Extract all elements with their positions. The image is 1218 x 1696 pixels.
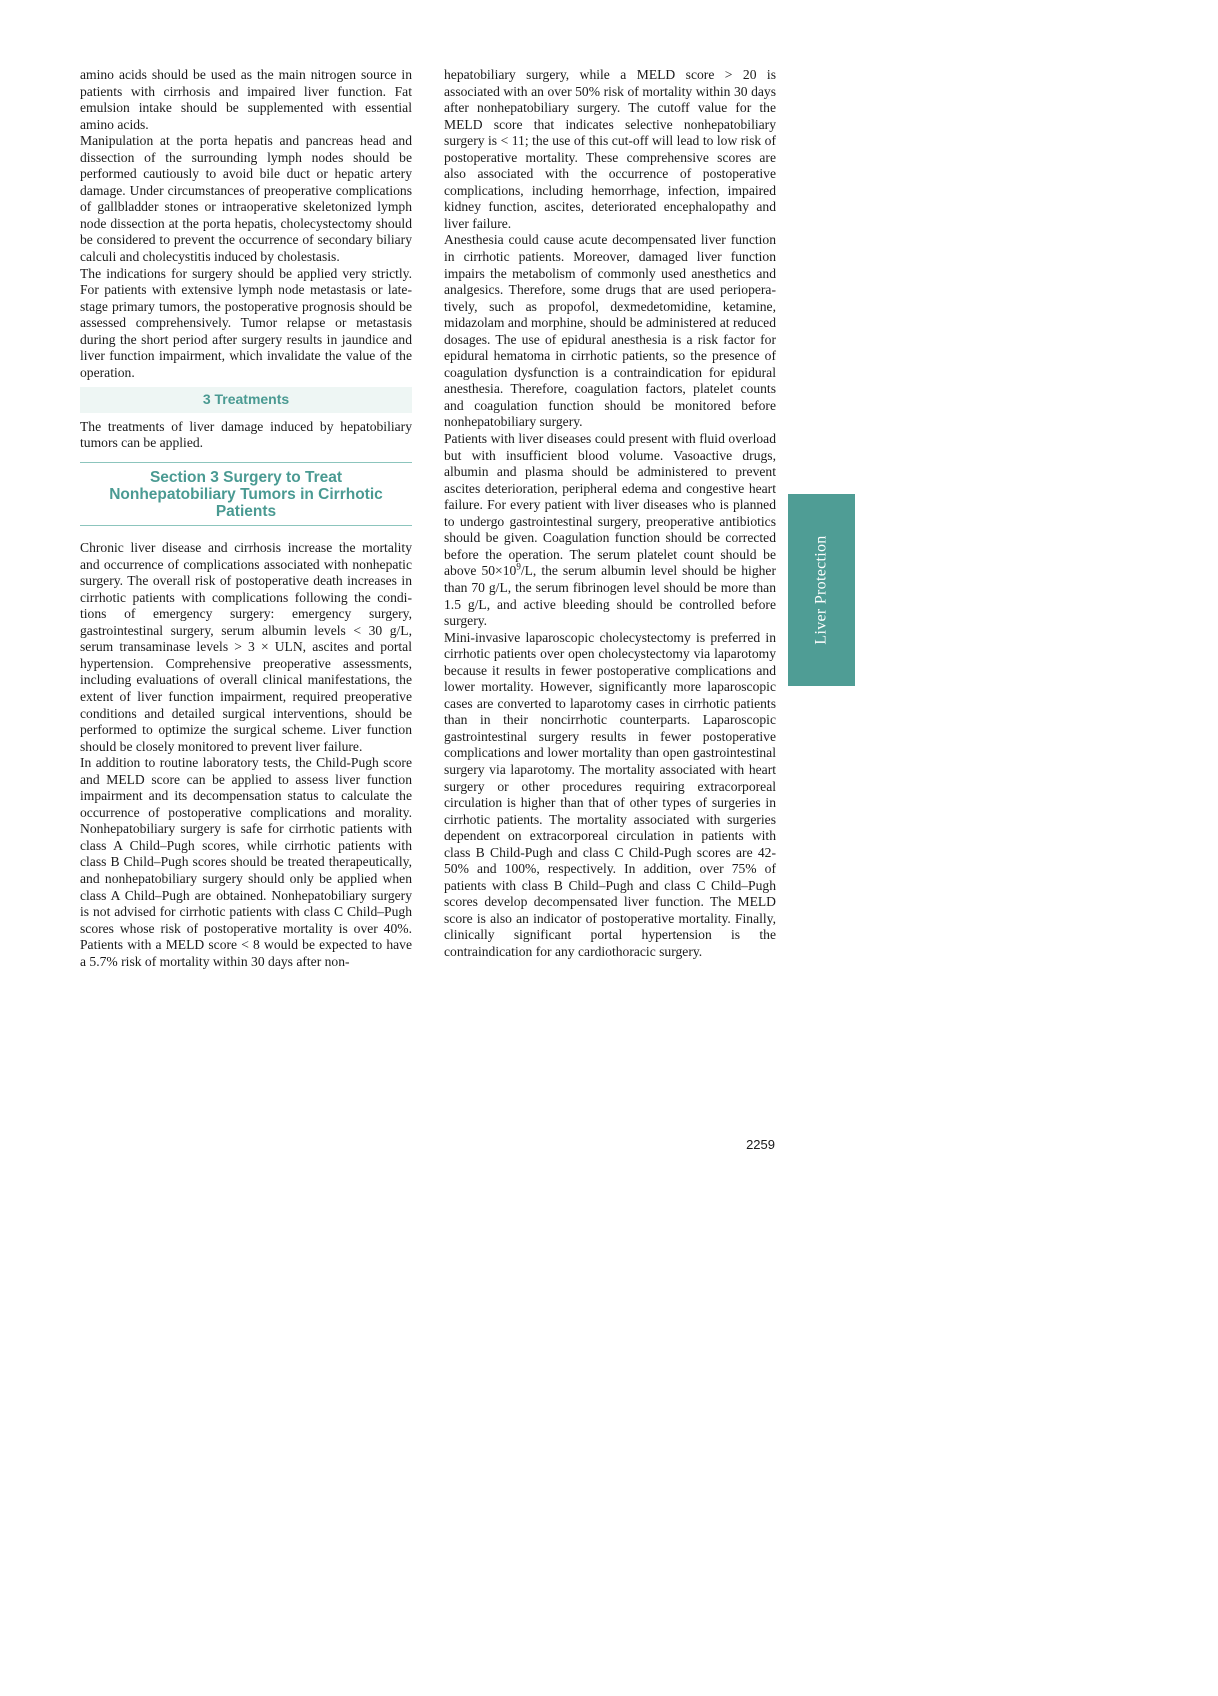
section-heading bbox=[80, 462, 412, 526]
body-paragraph: Anesthesia could cause acute decompensated liver function in cirrhotic patients. Moreover, damaged liver function impairs the metabolism of commonly used anesthetics and analgesics. Therefore, some drugs that are used perioperatively, such as propofol, dexmedetomidine, ketamine, midazolam and morphine, should be administered at reduced dosages. The use of epidural anesthesia is a risk factor for epidural hematoma in cirrhotic patients, so the presence of coagulation dysfunction is a contraindication for epidural anesthesia. Therefore, coagulation factors, platelet counts and coagulation function should be monitored before nonhepatobiliary surgery. bbox=[444, 232, 776, 430]
section-heading-line: Patients bbox=[215, 503, 277, 521]
page-number: 2259 bbox=[746, 1137, 775, 1152]
subheading-treatments: 3 Treatments bbox=[80, 387, 412, 413]
side-tab bbox=[788, 494, 855, 686]
body-paragraph: The treatments of liver damage induced by hepatobiliary tumors can be applied. bbox=[80, 418, 412, 451]
body-paragraph: hepatobiliary surgery, while a MELD score > 20 is associated with an over 50% risk of mortality within 30 days after nonhepatobiliary surgery. The cutoff value for the MELD score that indicates selective nonhepatobiliary surgery is < 11; the use of this cut-off will lead to low risk of postoperative mortality. These comprehensive scores are also associated with the occurrence of postoperative complications, including hemorrhage, infection, impaired kidney function, ascites, deteriorated encephalopathy and liver failure. bbox=[444, 67, 776, 231]
right-column bbox=[444, 67, 776, 961]
body-paragraph: The indications for surgery should be applied very strictly. For patients with extensive lymph node metastasis or late-stage primary tumors, the postoperative prognosis should be assessed comprehensively. Tumor relapse or metastasis during the short period after surgery results in jaundice and liver function impairment, which invalidate the value of the operation. bbox=[80, 265, 412, 380]
body-paragraph bbox=[444, 431, 776, 630]
paragraph-text: /L, the serum albumin level should be higher than 70 g/L, the serum fibrinogen level should be more than 1.5 g/L, and active bleeding should be controlled before surgery. bbox=[444, 563, 776, 629]
section-heading-line: Nonhepatobiliary Tumors in Cirrhotic bbox=[109, 486, 383, 504]
left-column bbox=[80, 67, 412, 970]
body-paragraph: In addition to routine laboratory tests, the Child-Pugh score and MELD score can be applied to assess liver function impairment and its decompensation status to calculate the occurrence of postoperative complications and morality. Nonhepatobiliary surgery is safe for cirrhotic patients with class A Child–Pugh scores, while cirrhotic patients with class B Child–Pugh scores should be treated therapeutically, and nonhepatobiliary surgery should only be applied when class A Child–Pugh are obtained. Nonhepatobiliary surgery is not advised for cirrhotic patients with class C Child–Pugh scores whose risk of postoperative mortality is over 40%. Patients with a MELD score < 8 would be expected to have a 5.7% risk of mortality within 30 days after non- bbox=[80, 755, 412, 969]
body-paragraph: Chronic liver disease and cirrhosis increase the mortality and occurrence of complications associated with nonhepatic surgery. The overall risk of postoperative death increases in cirrhotic patients with complications following the conditions of emergency surgery: emergency surgery, gastrointestinal surgery, serum albumin levels < 30 g/L, serum transaminase levels > 3 × ULN, ascites and portal hypertension. Comprehensive preoperative assessments, including evaluations of overall clinical manifestations, the extent of liver function impairment, required preoperative conditions and detailed surgical interventions, should be performed to optimize the surgical scheme. Liver function should be closely monitored to prevent liver failure. bbox=[80, 540, 412, 754]
body-paragraph: Mini-invasive laparoscopic cholecystectomy is preferred in cirrhotic patients over open cholecystectomy via laparotomy because it results in fewer postoperative complications and lower mortality. However, significantly more laparoscopic cases are converted to laparotomy cases in cirrhotic patients than in their noncirrhotic counterparts. Laparoscopic gastrointestinal surgery results in fewer postoperative complications and lower mortality than open gastrointestinal surgery via laparotomy. The mortality associated with heart surgery or other procedures requiring extracorporeal circulation is higher than that of other types of surgeries in cirrhotic patients. The mortality associated with surgeries dependent on extracorporeal circulation in patients with class B Child-Pugh and class C Child-Pugh scores are 42-50% and 100%, respectively. In addition, over 75% of patients with class B Child–Pugh and class C Child–Pugh scores develop decompensated liver function. The MELD score is also an indicator of postoperative mortality. Finally, clinically significant portal hypertension is the contraindication for any cardiothoracic surgery. bbox=[444, 629, 776, 959]
body-paragraph: amino acids should be used as the main nitrogen source in patients with cirrhosis and impaired liver function. Fat emulsion intake should be supplemented with essential amino acids. bbox=[80, 67, 412, 132]
side-tab-label: Liver Protection bbox=[812, 535, 830, 645]
exponent: 9 bbox=[516, 561, 521, 572]
body-paragraph: Manipulation at the porta hepatis and pancreas head and dissection of the surrounding lymph nodes should be performed cautiously to avoid bile duct or hepatic artery damage. Under circumstances of preoperative complications of gallbladder stones or intraoperative skeletonized lymph node dissection at the porta hepatis, cholecystectomy should be considered to prevent the occurrence of secondary biliary calculi and cholecystitis induced by cholestasis. bbox=[80, 133, 412, 265]
section-heading-line: Section 3 Surgery to Treat bbox=[149, 469, 343, 487]
paragraph-text: Patients with liver diseases could present with fluid overload but with insufficient blood volume. Vasoactive drugs, albumin and plasma should be administered to prevent ascites deterioration, peripheral edema and congestive heart failure. For every patient with liver diseases who is planned to undergo gastrointestinal surgery, preoperative antibiotics should be given. Coagulation function should be corrected before the operation. The serum platelet count should be above 50×10 bbox=[444, 431, 776, 579]
